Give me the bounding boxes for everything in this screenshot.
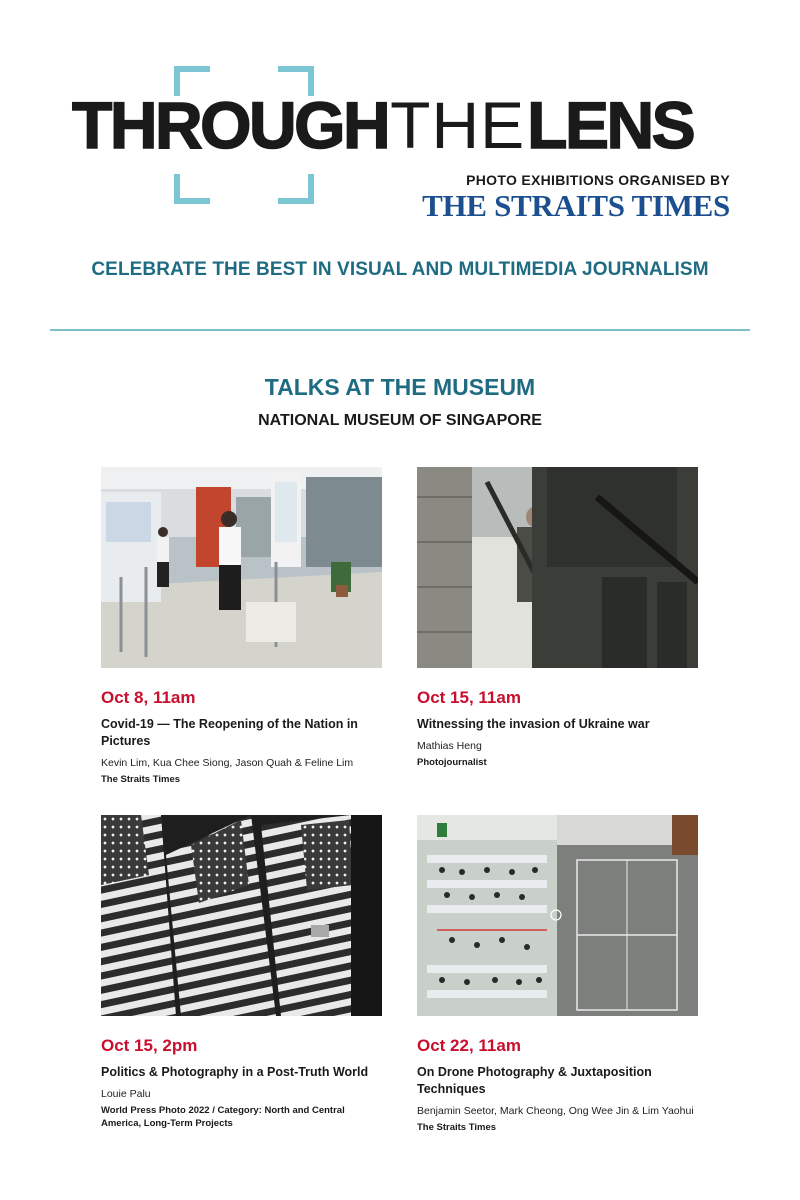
- airport-reopening-photo: [101, 467, 382, 668]
- logo-title: [72, 88, 694, 162]
- talk-date: Oct 8, 11am: [101, 688, 196, 707]
- tagline: CELEBRATE THE BEST IN VISUAL AND MULTIMEDIA JOURNALISM: [91, 259, 709, 280]
- talk-title: On Drone Photography & Juxtaposition Techniques: [417, 1065, 652, 1096]
- drone-vaccination-hall-photo: [417, 815, 698, 1016]
- talk-card: [417, 815, 707, 1134]
- talk-organisation: The Straits Times: [417, 1122, 497, 1133]
- american-flags-photo: [101, 815, 382, 1016]
- talk-organisation: World Press Photo 2022 / Category: North and Central America, Long-Term Projects: [101, 1105, 345, 1129]
- section-title: TALKS AT THE MUSEUM: [264, 374, 536, 400]
- talk-title: Witnessing the invasion of Ukraine war: [417, 717, 650, 731]
- talk-speakers: Mathias Heng: [417, 740, 482, 752]
- divider: [50, 329, 750, 331]
- talk-date: Oct 15, 2pm: [101, 1036, 198, 1055]
- ukraine-soldiers-photo: [417, 467, 698, 668]
- logo-brand: THE STRAITS TIMES: [422, 188, 730, 223]
- talk-speakers: Benjamin Seetor, Mark Cheong, Ong Wee Jin & Lim Yaohui: [417, 1105, 694, 1117]
- talk-card: [101, 815, 391, 1130]
- logo-word-through: THROUGH: [72, 88, 389, 162]
- talk-card: [417, 467, 707, 769]
- talk-title: Politics & Photography in a Post-Truth World: [101, 1065, 369, 1079]
- talk-date: Oct 22, 11am: [417, 1036, 521, 1055]
- talk-card: [101, 467, 391, 786]
- bracket-bottom-right: [278, 174, 314, 204]
- talk-speakers: Kevin Lim, Kua Chee Siong, Jason Quah & Feline Lim: [101, 757, 354, 769]
- logo-word-the: THE: [390, 88, 526, 162]
- talk-organisation: The Straits Times: [101, 774, 181, 785]
- bracket-bottom-left: [174, 174, 210, 204]
- talk-date: Oct 15, 11am: [417, 688, 521, 707]
- talk-organisation: Photojournalist: [417, 757, 487, 768]
- venue: NATIONAL MUSEUM OF SINGAPORE: [258, 412, 542, 429]
- talk-speakers: Louie Palu: [101, 1088, 151, 1100]
- logo-subtitle: PHOTO EXHIBITIONS ORGANISED BY: [466, 172, 730, 188]
- talk-title: Covid-19 — The Reopening of the Nation in Pictures: [101, 717, 358, 748]
- through-the-lens-logo: [70, 64, 730, 223]
- logo-word-lens: LENS: [527, 88, 694, 162]
